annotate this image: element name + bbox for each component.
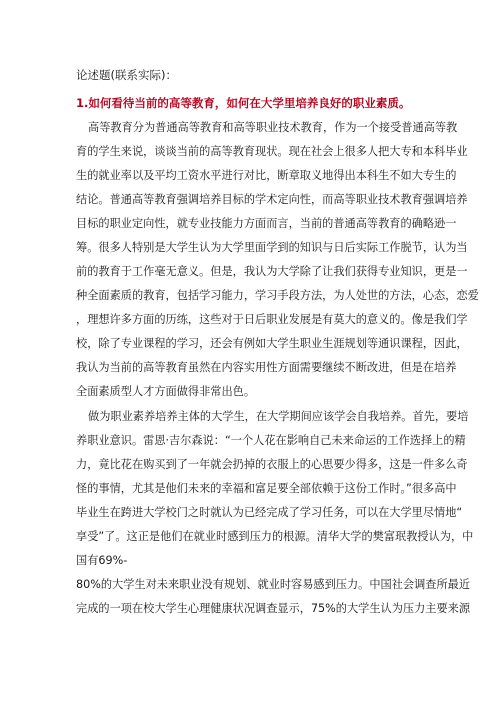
paragraph-line: 目标的职业定向性，就专业技能力方面而言，当前的普通高等教育的确略逊一 xyxy=(76,217,457,230)
paragraph-line: 完成的一项在校大学生心理健康状况调查显示，75%的大学生认为压力主要来源 xyxy=(76,602,471,615)
paragraph-line: 养职业意识。雷恩·吉尔森说：“一个人花在影响自己未来命运的工作选择上的精 xyxy=(76,434,466,447)
paragraph-line: 怪的事情，尤其是他们未来的幸福和富足要全部依赖于这份工作时。”很多高中 xyxy=(76,482,457,495)
paragraph-line: 毕业生在跨进大学校门之时就认为已经完成了学习任务，可以在大学里尽情地“ xyxy=(76,506,463,519)
paragraph-line: 享受”了。这正是他们在就业时感到压力的根源。清华大学的樊富珉教授认为，中 xyxy=(76,530,474,543)
paragraph-line: ，理想许多方面的历练，这些对于日后职业发展是有莫大的意义的。像是我们学 xyxy=(76,313,468,326)
paragraph-line: 生的就业率以及平均工资水平进行对比，断章取义地得出本科生不如大专生的 xyxy=(76,169,457,182)
paragraph-line: 种全面素质的教育，包括学习能力，学习手段方法，为人处世的方法，心态，恋爱 xyxy=(76,289,479,302)
paragraph-line: 80%的大学生对未来职业没有规划、就业时容易感到压力。中国社会调查所最近 xyxy=(76,578,471,591)
section-label: 论述题(联系实际)： xyxy=(76,68,177,82)
paragraph-line: 做为职业素养培养主体的大学生，在大学期间应该学会自我培养。首先，要培 xyxy=(88,410,469,423)
paragraph-line: 力，竟比花在购买到了一年就会扔掉的衣服上的心思要少得多，这是一件多么奇 xyxy=(76,458,468,471)
paragraph-line: 高等教育分为普通高等教育和高等职业技术教育，作为一个接受普通高等教 xyxy=(88,121,458,134)
paragraph-line: 我认为当前的高等教育虽然在内容实用性方面需要继续不断改进，但是在培养 xyxy=(76,361,457,374)
paragraph-line: 国有69%- xyxy=(76,554,128,567)
paragraph-line: 校，除了专业课程的学习，还会有例如大学生职业生涯规划等通识课程，因此， xyxy=(76,337,468,350)
paragraph-line: 结论。普通高等教育强调培养目标的学术定向性，而高等职业技术教育强调培养 xyxy=(76,193,468,206)
paragraph-line: 育的学生来说，谈谈当前的高等教育现状。现在社会上很多人把大专和本科毕业 xyxy=(76,145,468,158)
paragraph-line: 前的教育于工作毫无意义。但是，我认为大学除了让我们获得专业知识，更是一 xyxy=(76,265,468,278)
paragraph-line: 全面素质型人才方面做得非常出色。 xyxy=(76,385,256,398)
question-heading: 1.如何看待当前的高等教育，如何在大学里培养良好的职业素质。 xyxy=(76,96,411,110)
paragraph-line: 筹。很多人特别是大学生认为大学里面学到的知识与日后实际工作脱节，认为当 xyxy=(76,241,468,254)
